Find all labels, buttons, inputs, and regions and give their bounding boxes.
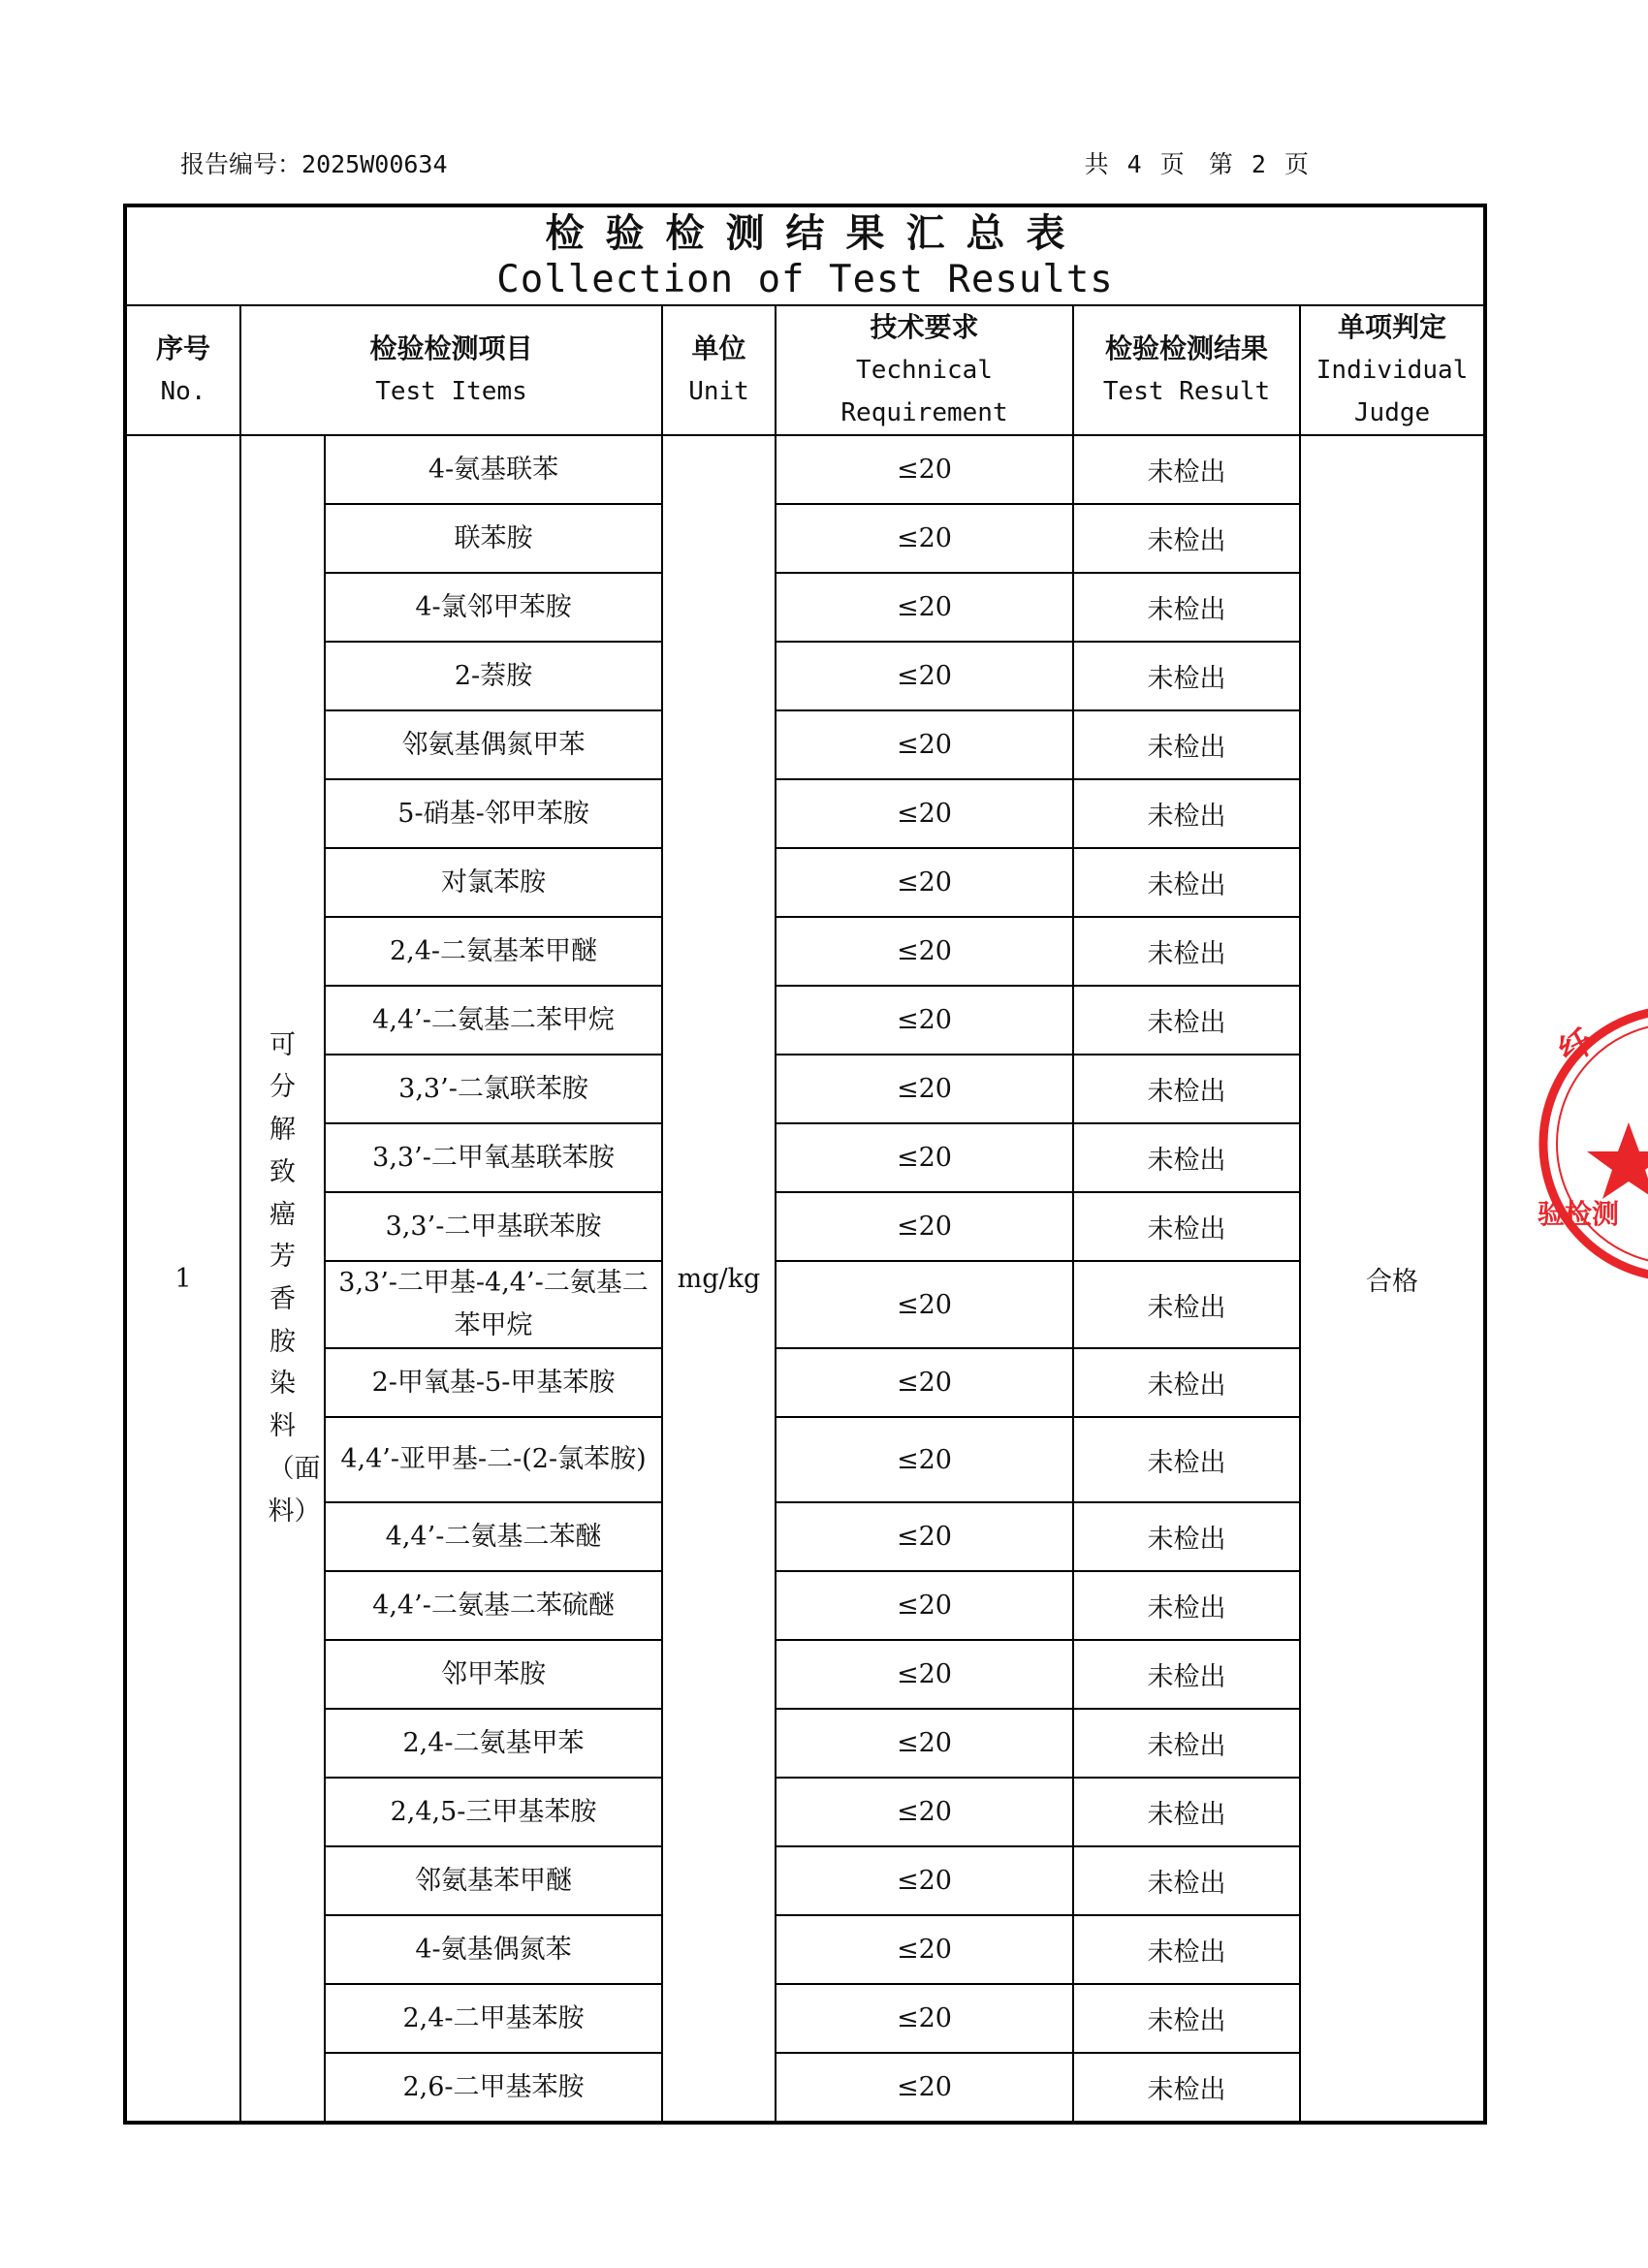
col-req-en1: Technical	[856, 356, 993, 385]
requirement-cell: ≤20	[776, 710, 1073, 779]
requirement-cell: ≤20	[776, 848, 1073, 917]
seal-text-bottom: 验检测	[1537, 1198, 1620, 1230]
test-category	[240, 435, 325, 2123]
col-req-cn: 技术要求	[870, 311, 979, 343]
col-unit-en: Unit	[688, 377, 749, 406]
col-judge-en2: Judge	[1353, 398, 1431, 427]
page-indicator	[1079, 145, 1309, 180]
test-item: 邻氨基偶氮甲苯	[325, 710, 662, 779]
test-item: 4,4’-二氨基二苯醚	[325, 1502, 662, 1571]
col-judge-cn: 单项判定	[1338, 311, 1447, 343]
requirement-cell: ≤20	[776, 1984, 1073, 2053]
result-cell: 未检出	[1073, 710, 1300, 779]
table-row	[125, 986, 1485, 1055]
result-cell: 未检出	[1073, 642, 1300, 710]
result-cell: 未检出	[1073, 848, 1300, 917]
requirement-cell: ≤20	[776, 1261, 1073, 1348]
result-cell: 未检出	[1073, 1261, 1300, 1348]
requirement-cell: ≤20	[776, 1192, 1073, 1261]
requirement-cell: ≤20	[776, 1709, 1073, 1778]
table-row	[125, 1640, 1485, 1709]
test-item: 4-氨基联苯	[325, 435, 662, 504]
report-header	[180, 145, 1309, 184]
col-result-cn: 检验检测结果	[1104, 332, 1268, 364]
col-no-cn: 序号	[155, 332, 210, 364]
test-item: 4-氨基偶氮苯	[325, 1915, 662, 1984]
table-row	[125, 1261, 1485, 1348]
table-row	[125, 1709, 1485, 1778]
test-item: 4,4’-亚甲基-二-(2-氯苯胺)	[325, 1417, 662, 1502]
test-item: 3,3’-二甲基联苯胺	[325, 1192, 662, 1261]
result-cell: 未检出	[1073, 1915, 1300, 1984]
col-items-en: Test Items	[375, 377, 527, 406]
unit-cell: mg/kg	[662, 435, 776, 2123]
result-cell: 未检出	[1073, 1417, 1300, 1502]
result-cell: 未检出	[1073, 1502, 1300, 1571]
col-header-unit	[662, 305, 776, 435]
requirement-cell: ≤20	[776, 1123, 1073, 1192]
table-row	[125, 1417, 1485, 1502]
result-cell: 未检出	[1073, 1846, 1300, 1915]
result-cell: 未检出	[1073, 1984, 1300, 2053]
test-category-label: 可分解致癌芳香胺染料（面料）	[268, 1029, 321, 1527]
result-cell: 未检出	[1073, 573, 1300, 642]
requirement-cell: ≤20	[776, 1348, 1073, 1417]
test-item: 2-萘胺	[325, 642, 662, 710]
table-row	[125, 779, 1485, 848]
result-cell: 未检出	[1073, 504, 1300, 573]
result-cell: 未检出	[1073, 1192, 1300, 1261]
result-cell: 未检出	[1073, 986, 1300, 1055]
table-row	[125, 1348, 1485, 1417]
test-item: 联苯胺	[325, 504, 662, 573]
col-req-en2: Requirement	[840, 398, 1008, 427]
table-row	[125, 1915, 1485, 1984]
table-row	[125, 1846, 1485, 1915]
col-unit-cn: 单位	[691, 332, 746, 364]
col-header-items	[240, 305, 662, 435]
test-item: 4-氯邻甲苯胺	[325, 573, 662, 642]
requirement-cell: ≤20	[776, 1417, 1073, 1502]
requirement-cell: ≤20	[776, 1055, 1073, 1123]
requirement-cell: ≤20	[776, 504, 1073, 573]
test-item: 邻甲苯胺	[325, 1640, 662, 1709]
requirement-cell: ≤20	[776, 435, 1073, 504]
title-chinese: 检验检测结果汇总表	[545, 211, 1087, 256]
test-item: 3,3’-二甲氧基联苯胺	[325, 1123, 662, 1192]
requirement-cell: ≤20	[776, 1915, 1073, 1984]
requirement-cell: ≤20	[776, 1778, 1073, 1846]
requirement-cell: ≤20	[776, 779, 1073, 848]
col-header-no	[125, 305, 240, 435]
table-row	[125, 435, 1485, 504]
test-item: 2,4-二甲基苯胺	[325, 1984, 662, 2053]
result-cell: 未检出	[1073, 1123, 1300, 1192]
result-cell: 未检出	[1073, 435, 1300, 504]
judge-cell: 合格	[1300, 435, 1485, 2123]
result-cell: 未检出	[1073, 1778, 1300, 1846]
result-cell: 未检出	[1073, 1348, 1300, 1417]
results-table	[123, 204, 1487, 2125]
report-number-label: 报告编号：	[180, 150, 302, 178]
result-cell: 未检出	[1073, 779, 1300, 848]
requirement-cell: ≤20	[776, 1640, 1073, 1709]
table-row	[125, 917, 1485, 986]
requirement-cell: ≤20	[776, 986, 1073, 1055]
table-row	[125, 642, 1485, 710]
requirement-cell: ≤20	[776, 1571, 1073, 1640]
col-items-cn: 检验检测项目	[369, 332, 533, 364]
requirement-cell: ≤20	[776, 1846, 1073, 1915]
test-item: 邻氨基苯甲醚	[325, 1846, 662, 1915]
test-item: 2,6-二甲基苯胺	[325, 2053, 662, 2123]
table-row	[125, 1984, 1485, 2053]
row-number: 1	[125, 435, 240, 2123]
requirement-cell: ≤20	[776, 2053, 1073, 2123]
result-cell: 未检出	[1073, 2053, 1300, 2123]
title-english: Collection of Test Results	[496, 258, 1114, 301]
table-row	[125, 848, 1485, 917]
requirement-cell: ≤20	[776, 573, 1073, 642]
results-body	[125, 435, 1485, 2123]
table-row	[125, 2053, 1485, 2123]
table-row	[125, 710, 1485, 779]
current-page: 第 2 页	[1208, 150, 1309, 178]
test-item: 2,4-二氨基甲苯	[325, 1709, 662, 1778]
table-row	[125, 1778, 1485, 1846]
test-item: 对氯苯胺	[325, 848, 662, 917]
table-row	[125, 573, 1485, 642]
requirement-cell: ≤20	[776, 642, 1073, 710]
requirement-cell: ≤20	[776, 1502, 1073, 1571]
test-item: 3,3’-二甲基-4,4’-二氨基二苯甲烷	[325, 1261, 662, 1348]
col-judge-en1: Individual	[1315, 356, 1469, 385]
requirement-cell: ≤20	[776, 917, 1073, 986]
column-header-row	[125, 305, 1485, 435]
test-item: 4,4’-二氨基二苯甲烷	[325, 986, 662, 1055]
test-item: 5-硝基-邻甲苯胺	[325, 779, 662, 848]
table-row	[125, 1571, 1485, 1640]
report-number-value: 2025W00634	[301, 150, 448, 178]
result-cell: 未检出	[1073, 1571, 1300, 1640]
result-cell: 未检出	[1073, 1709, 1300, 1778]
test-item: 2,4-二氨基苯甲醚	[325, 917, 662, 986]
table-row	[125, 1123, 1485, 1192]
table-row	[125, 1192, 1485, 1261]
report-number	[180, 145, 448, 180]
test-item: 3,3’-二氯联苯胺	[325, 1055, 662, 1123]
seal-text-top: 纤	[1552, 1022, 1600, 1072]
col-result-en: Test Result	[1102, 377, 1271, 406]
official-seal	[1532, 998, 1648, 1289]
total-pages: 共 4 页	[1084, 150, 1185, 178]
test-item: 2,4,5-三甲基苯胺	[325, 1778, 662, 1846]
col-header-result	[1073, 305, 1300, 435]
result-cell: 未检出	[1073, 917, 1300, 986]
test-item: 2-甲氧基-5-甲基苯胺	[325, 1348, 662, 1417]
table-row	[125, 504, 1485, 573]
table-title	[125, 205, 1485, 305]
table-row	[125, 1502, 1485, 1571]
result-cell: 未检出	[1073, 1055, 1300, 1123]
result-cell: 未检出	[1073, 1640, 1300, 1709]
col-header-judge	[1300, 305, 1485, 435]
col-no-en: No.	[160, 377, 206, 406]
test-item: 4,4’-二氨基二苯硫醚	[325, 1571, 662, 1640]
col-header-requirement	[776, 305, 1073, 435]
table-row	[125, 1055, 1485, 1123]
